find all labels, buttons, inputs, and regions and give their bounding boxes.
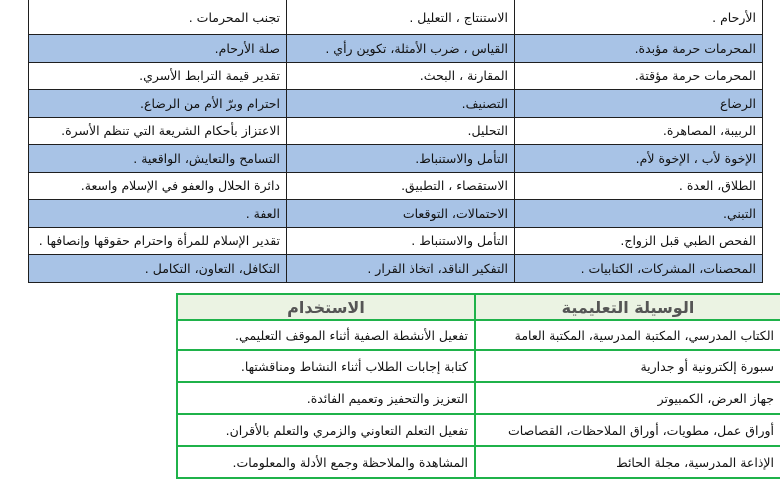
usage-cell: كتابة إجابات الطلاب أثناء النشاط ومناقشتها.: [177, 350, 475, 382]
table-row: [177, 414, 780, 446]
teaching-aid-cell: أوراق عمل، مطويات، أوراق الملاحظات، القصاصات: [475, 414, 780, 446]
topic-cell: المحرمات حرمة مؤبدة.: [515, 35, 763, 63]
topic-cell: الطلاق، العدة .: [515, 172, 763, 200]
teaching-aids-body: [177, 294, 780, 478]
topic-cell: الربيبة، المصاهرة.: [515, 117, 763, 145]
topic-cell: الأرحام .: [515, 1, 763, 35]
skill-cell: التحليل.: [287, 117, 515, 145]
table-row: [29, 90, 763, 118]
value-cell: تقدير الإسلام للمرأة واحترام حقوقها وإنصافها .: [29, 227, 287, 255]
teaching-aids-table: [176, 293, 780, 479]
usage-cell: التعزيز والتحفيز وتعميم الفائدة.: [177, 382, 475, 414]
value-cell: تجنب المحرمات .: [29, 1, 287, 35]
table-row: [177, 446, 780, 478]
skill-cell: الاستنتاج ، التعليل .: [287, 1, 515, 35]
topic-cell: الإخوة لأب ، الإخوة لأم.: [515, 145, 763, 173]
table-row: [29, 200, 763, 228]
value-cell: التكافل، التعاون، التكامل .: [29, 255, 287, 283]
skill-cell: التصنيف.: [287, 90, 515, 118]
usage-cell: المشاهدة والملاحظة وجمع الأدلة والمعلومات.: [177, 446, 475, 478]
lesson-outcomes-body: [29, 1, 763, 283]
topic-cell: الرضاع: [515, 90, 763, 118]
table-row: [29, 172, 763, 200]
table-row: [177, 382, 780, 414]
value-cell: تقدير قيمة الترابط الأسري.: [29, 62, 287, 90]
skill-cell: الاحتمالات، التوقعات: [287, 200, 515, 228]
topic-cell: الفحص الطبي قبل الزواج.: [515, 227, 763, 255]
value-cell: التسامح والتعايش، الواقعية .: [29, 145, 287, 173]
table-row: [177, 350, 780, 382]
value-cell: احترام وبرّ الأم من الرضاع.: [29, 90, 287, 118]
header-teaching-aid: الوسيلة التعليمية: [475, 294, 780, 320]
skill-cell: القياس ، ضرب الأمثلة، تكوين رأي .: [287, 35, 515, 63]
topic-cell: المحرمات حرمة مؤقتة.: [515, 62, 763, 90]
teaching-aid-cell: سبورة إلكترونية أو جدارية: [475, 350, 780, 382]
table-row: [29, 145, 763, 173]
teaching-aids-header-row: [177, 294, 780, 320]
skill-cell: التأمل والاستنباط .: [287, 227, 515, 255]
table-row: [29, 35, 763, 63]
value-cell: الاعتزاز بأحكام الشريعة التي تنظم الأسرة.: [29, 117, 287, 145]
value-cell: دائرة الحلال والعفو في الإسلام واسعة.: [29, 172, 287, 200]
teaching-aid-cell: الكتاب المدرسي، المكتبة المدرسية، المكتبة العامة: [475, 320, 780, 350]
table-row: [29, 62, 763, 90]
value-cell: صلة الأرحام.: [29, 35, 287, 63]
table-row: [177, 320, 780, 350]
usage-cell: تفعيل الأنشطة الصفية أثناء الموقف التعليمي.: [177, 320, 475, 350]
table-row: [29, 255, 763, 283]
table-row: [29, 227, 763, 255]
skill-cell: المقارنة ، البحث.: [287, 62, 515, 90]
skill-cell: التفكير الناقد، اتخاذ القرار .: [287, 255, 515, 283]
teaching-aid-cell: الإذاعة المدرسية، مجلة الحائط: [475, 446, 780, 478]
header-usage: الاستخدام: [177, 294, 475, 320]
skill-cell: التأمل والاستنباط.: [287, 145, 515, 173]
usage-cell: تفعيل التعلم التعاوني والزمري والتعلم بالأقران.: [177, 414, 475, 446]
value-cell: العفة .: [29, 200, 287, 228]
table-row: [29, 1, 763, 35]
teaching-aid-cell: جهاز العرض، الكمبيوتر: [475, 382, 780, 414]
skill-cell: الاستقصاء ، التطبيق.: [287, 172, 515, 200]
lesson-outcomes-table: [28, 0, 763, 283]
topic-cell: المحصنات، المشركات، الكتابيات .: [515, 255, 763, 283]
table-row: [29, 117, 763, 145]
topic-cell: التبني.: [515, 200, 763, 228]
